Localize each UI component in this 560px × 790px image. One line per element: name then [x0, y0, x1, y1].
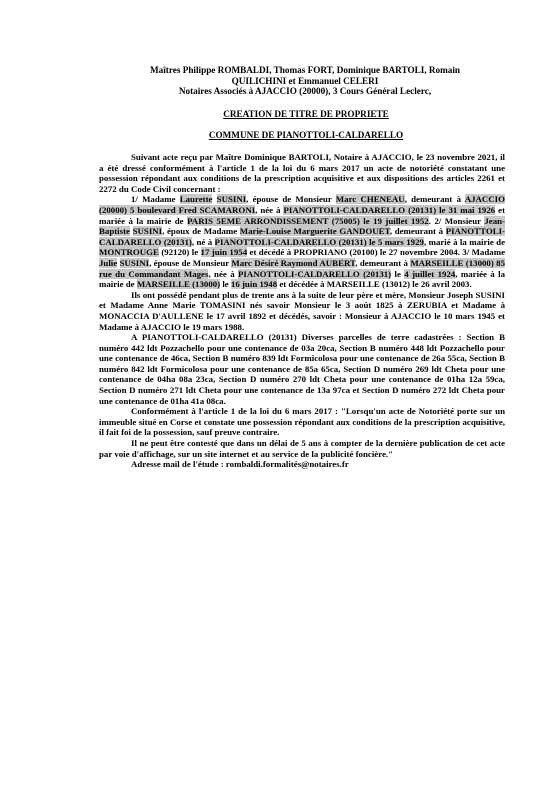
text-run: , demeurant à [404, 194, 465, 205]
highlighted-text: SUSINI [216, 194, 247, 205]
text-run: , marié à la mairie de [423, 236, 506, 247]
paragraph-intro: Suivant acte reçu par Maître Dominique BARTOLI, Notaire à AJACCIO, le 23 novembre 2021, il a été dressé conformément à l'article 1 de la loi du 6 mars 2017 un acte de notoriété constatant une possession répondant aux conditions de la prescription acquisitive et aux dispositions des articles 2261 et 2272 du Code Civil concernant : [99, 152, 505, 194]
highlighted-text: MARSEILLE (13000) [136, 279, 221, 290]
text-run: , demeurant à [389, 226, 446, 237]
highlighted-text: PARIS 5EME ARRONDISSEMENT (75005) le 19 juillet 1952 [187, 215, 429, 226]
text-run: , demeurant à [355, 257, 411, 268]
highlighted-text: Laurette [179, 194, 213, 205]
header-line-3: Notaires Associés à AJACCIO (20000), 3 Cours Général Leclerc, [178, 86, 432, 97]
text-run: , épouse de Monsieur [246, 194, 336, 205]
paragraph-possession: Ils ont possédé pendant plus de trente ans à la suite de leur père et mère, Monsieur Joseph SUSINI et Madame Anne Marie TOMASINI nés savoir Monsieur le 3 août 1825 à ZERUBIA et Madame à MONACCIA D'AULLENE le 17 avril 1892 et décédés, savoir : Monsieur à AJACCIO le 10 mars 1945 et Madame à AJACCIO le 19 mars 1988. [99, 289, 505, 332]
highlighted-text: SUSINI [132, 226, 163, 237]
highlighted-text: Marc Désiré Raymond AUBERT [231, 257, 356, 268]
paragraph-parties [99, 194, 505, 289]
text-run: , mariée à la mairie de [99, 268, 506, 290]
paragraph-contestation: Il ne peut être contesté que dans un délai de 5 ans à compter de la dernière publication de cet acte par voie d'affichage, sur un site internet et au service de la publicité foncière." [99, 438, 505, 459]
document-body [99, 152, 505, 470]
highlighted-text: PIANOTTOLI-CALDARELLO (20131) [238, 268, 392, 279]
highlighted-text: 17 juin 1954 [200, 247, 248, 258]
text-run: et mariée à la mairie de [99, 204, 506, 226]
paragraph-parcels: A PIANOTTOLI-CALDARELLO (20131) Diverses parcelles de terre cadastrées : Section B numéro 442 ldt Pozzachello pour une contenance de 03a 20ca, Section B numéro 448 ldt Pozzachello pour une contenance de 46ca, Section B numéro 839 ldt Formicolosa pour une contenance de 26a 55ca, Section B numéro 842 ldt Formicolosa pour une contenance de 85a 65ca, Section D numéro 269 ldt Cheta pour une contenance de 04ha 08a 23ca, Section D numéro 270 ldt Cheta pour une contenance de 01ha 12a 59ca, Section D numéro 271 ldt Cheta pour une contenance de 13a 97ca et Section D numéro 272 ldt Cheta pour une contenance de 01ha 41a 08ca. [99, 332, 505, 406]
commune-title: COMMUNE DE PIANOTTOLI-CALDARELLO [208, 130, 404, 140]
text-run: , née à [255, 204, 284, 215]
highlighted-text: 4 juillet 1924 [404, 268, 456, 279]
highlighted-text: 16 juin 1948 [230, 279, 278, 290]
paragraph-law-article: Conformément à l'article 1 de la loi du 6 mars 2017 : "Lorsqu'un acte de Notoriété porte sur un immeuble situé en Corse et constate une possession répondant aux conditions de la prescription acquisitive, il fait foi de la possession, sauf preuve contraire. [99, 406, 505, 438]
highlighted-text: Marie-Louise Marguerite GANDOUET [239, 226, 390, 237]
highlighted-text: MONTROUGE [99, 247, 159, 258]
paragraph-email: Adresse mail de l'étude : rombaldi.formalités@notaires.fr [131, 459, 349, 470]
highlighted-text: AJACCIO (20000) 5 boulevard Fred SCAMARONI [99, 194, 506, 215]
text-run: et décédée à MARSEILLE (13012) le 26 avril 2003. [277, 279, 472, 290]
notary-header [140, 65, 470, 97]
text-run: . 2/ Monsieur [428, 215, 485, 226]
highlighted-text: MARSEILLE (13000) 85 rue du Commandant Mages [99, 257, 505, 279]
highlighted-text: PIANOTTOLI-CALDARELLO (20131) le 5 mars 1929 [214, 236, 424, 247]
text-run: 1/ Madame [131, 194, 180, 205]
text-run: , époux de Madame [162, 226, 240, 237]
text-run: le [391, 268, 405, 279]
highlighted-text: PIANOTTOLI-CALDARELLO (20131) [99, 226, 505, 247]
text-run: et décédé à PROPRIANO (20100) le 27 novembre 2004. 3/ Madame [247, 247, 505, 258]
highlighted-text: SUSINI [119, 257, 150, 268]
text-run: (92120) le [158, 247, 201, 258]
text-run: , née à [208, 268, 239, 279]
highlighted-text: Julie [99, 257, 118, 268]
highlighted-text: Jean-Baptiste [99, 215, 505, 237]
text-run: le [220, 279, 231, 290]
text-run: , né à [191, 236, 215, 247]
highlighted-text: PIANOTTOLI-CALDARELLO (20131) le 31 mai 1926 [283, 204, 496, 215]
header-line-2: QUILICHINI et Emmanuel CELERI [231, 75, 379, 86]
document-title: CREATION DE TITRE DE PROPRIETE [223, 109, 389, 119]
highlighted-text: Marc CHENEAU [335, 194, 405, 205]
text-run: , épouse de Monsieur [149, 257, 232, 268]
header-line-1: Maîtres Philippe ROMBALDI, Thomas FORT, Dominique BARTOLI, Romain [149, 65, 461, 75]
